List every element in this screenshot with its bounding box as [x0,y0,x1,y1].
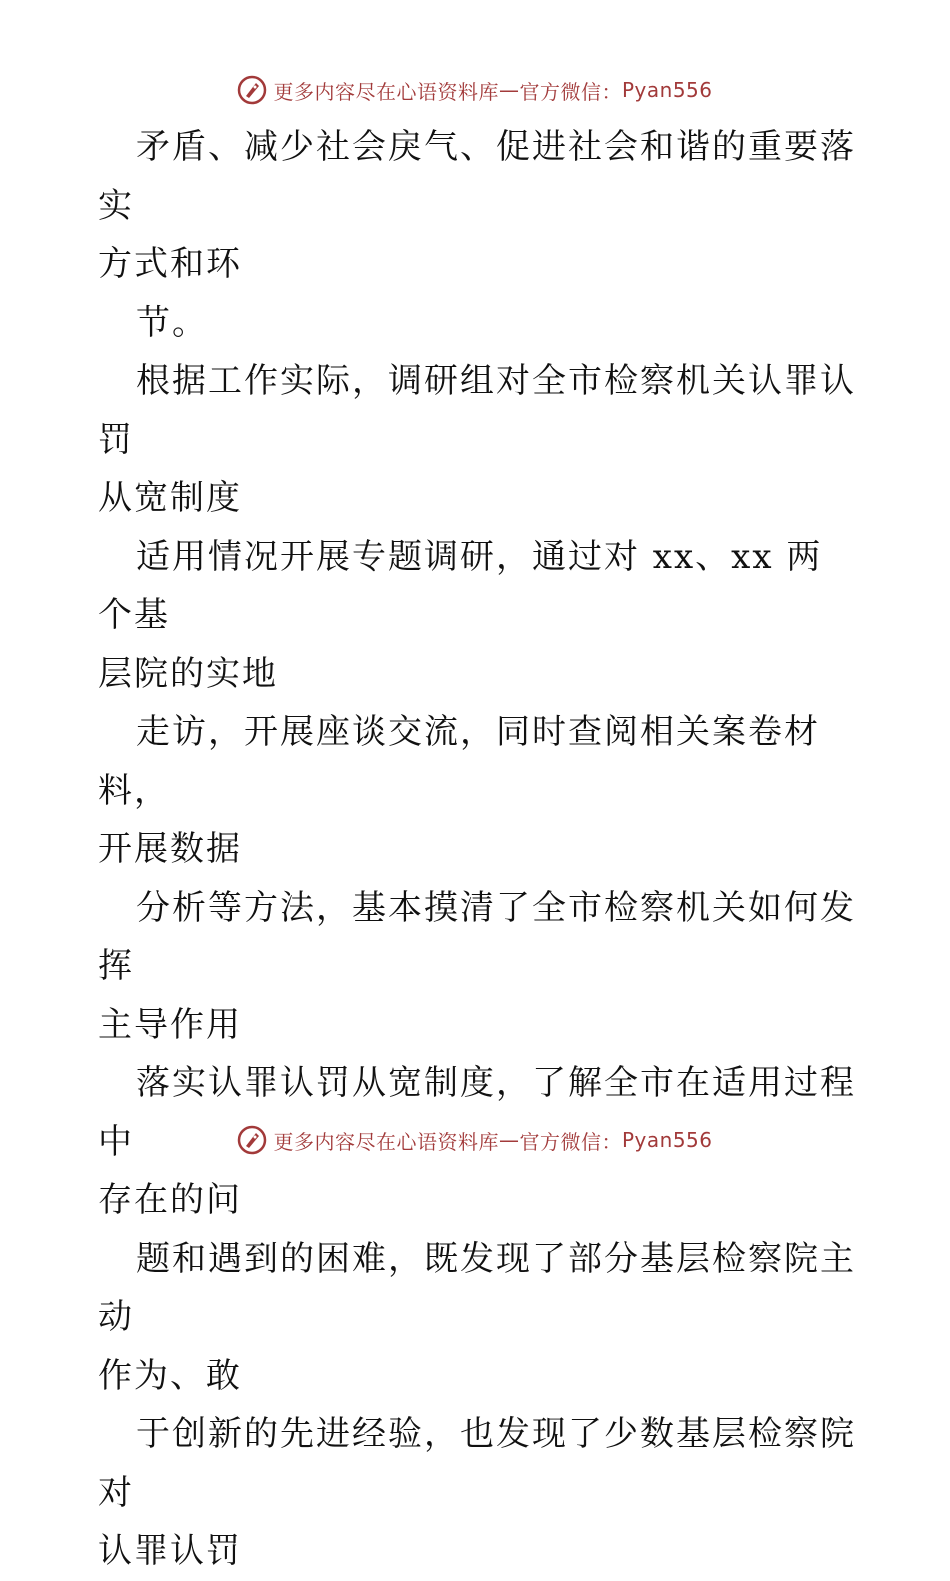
paragraph-line: 从宽制度 [98,478,242,518]
paragraph-line: 存在的问 [98,1180,242,1220]
paragraph-line: 主导作用 [98,1004,242,1045]
wechat-id: Pyan556 [621,1128,713,1152]
paragraph-line: 方式和环 [98,244,242,284]
banner-text: 更多内容尽在心语资料库 [273,1129,499,1154]
paragraph [98,1230,858,1406]
paragraph-line: 适用情况开展专题调研，通过对 xx、xx 两个基 [98,536,823,635]
paragraph-line: 根据工作实际，调研组对全市检察机关认罪认罚 [98,361,856,460]
paragraph-line: 于创新的先进经验，也发现了少数基层检察院对 [98,1414,856,1513]
header-banner [0,70,950,110]
paragraph-line: 落实认罪认罚从宽制度，了解全市在适用过程中 [98,1063,856,1162]
paragraph [98,879,858,1055]
paragraph-line: 认罪认罚 [98,1531,242,1571]
paragraph [98,294,858,353]
paragraph-line: 层院的实地 [98,653,278,694]
wechat-id: Pyan556 [621,78,713,102]
paragraph-line: 题和遇到的困难，既发现了部分基层检察院主动 [98,1238,856,1337]
pen-nib-logo-icon [237,75,267,105]
pen-nib-logo-icon [237,1125,267,1155]
paragraph-line: 分析等方法，基本摸清了全市检察机关如何发挥 [98,887,856,986]
banner-separator: — [498,78,520,102]
paragraph-line: 开展数据 [98,829,242,869]
document-body [98,118,858,1581]
wechat-label: 官方微信： [519,79,622,104]
paragraph [98,118,858,294]
paragraph-line: 走访，开展座谈交流，同时查阅相关案卷材料， [98,712,820,811]
paragraph [98,352,858,528]
paragraph [98,1405,858,1581]
paragraph-line: 作为、敢 [98,1355,242,1396]
footer-banner [0,1120,950,1160]
paragraph [98,528,858,704]
paragraph-line: 矛盾、减少社会戾气、促进社会和谐的重要落实 [98,127,856,226]
banner-text: 更多内容尽在心语资料库 [273,79,499,104]
wechat-label: 官方微信： [519,1129,622,1154]
paragraph-line: 节。 [136,302,208,343]
banner-separator: — [498,1128,520,1152]
paragraph [98,703,858,879]
